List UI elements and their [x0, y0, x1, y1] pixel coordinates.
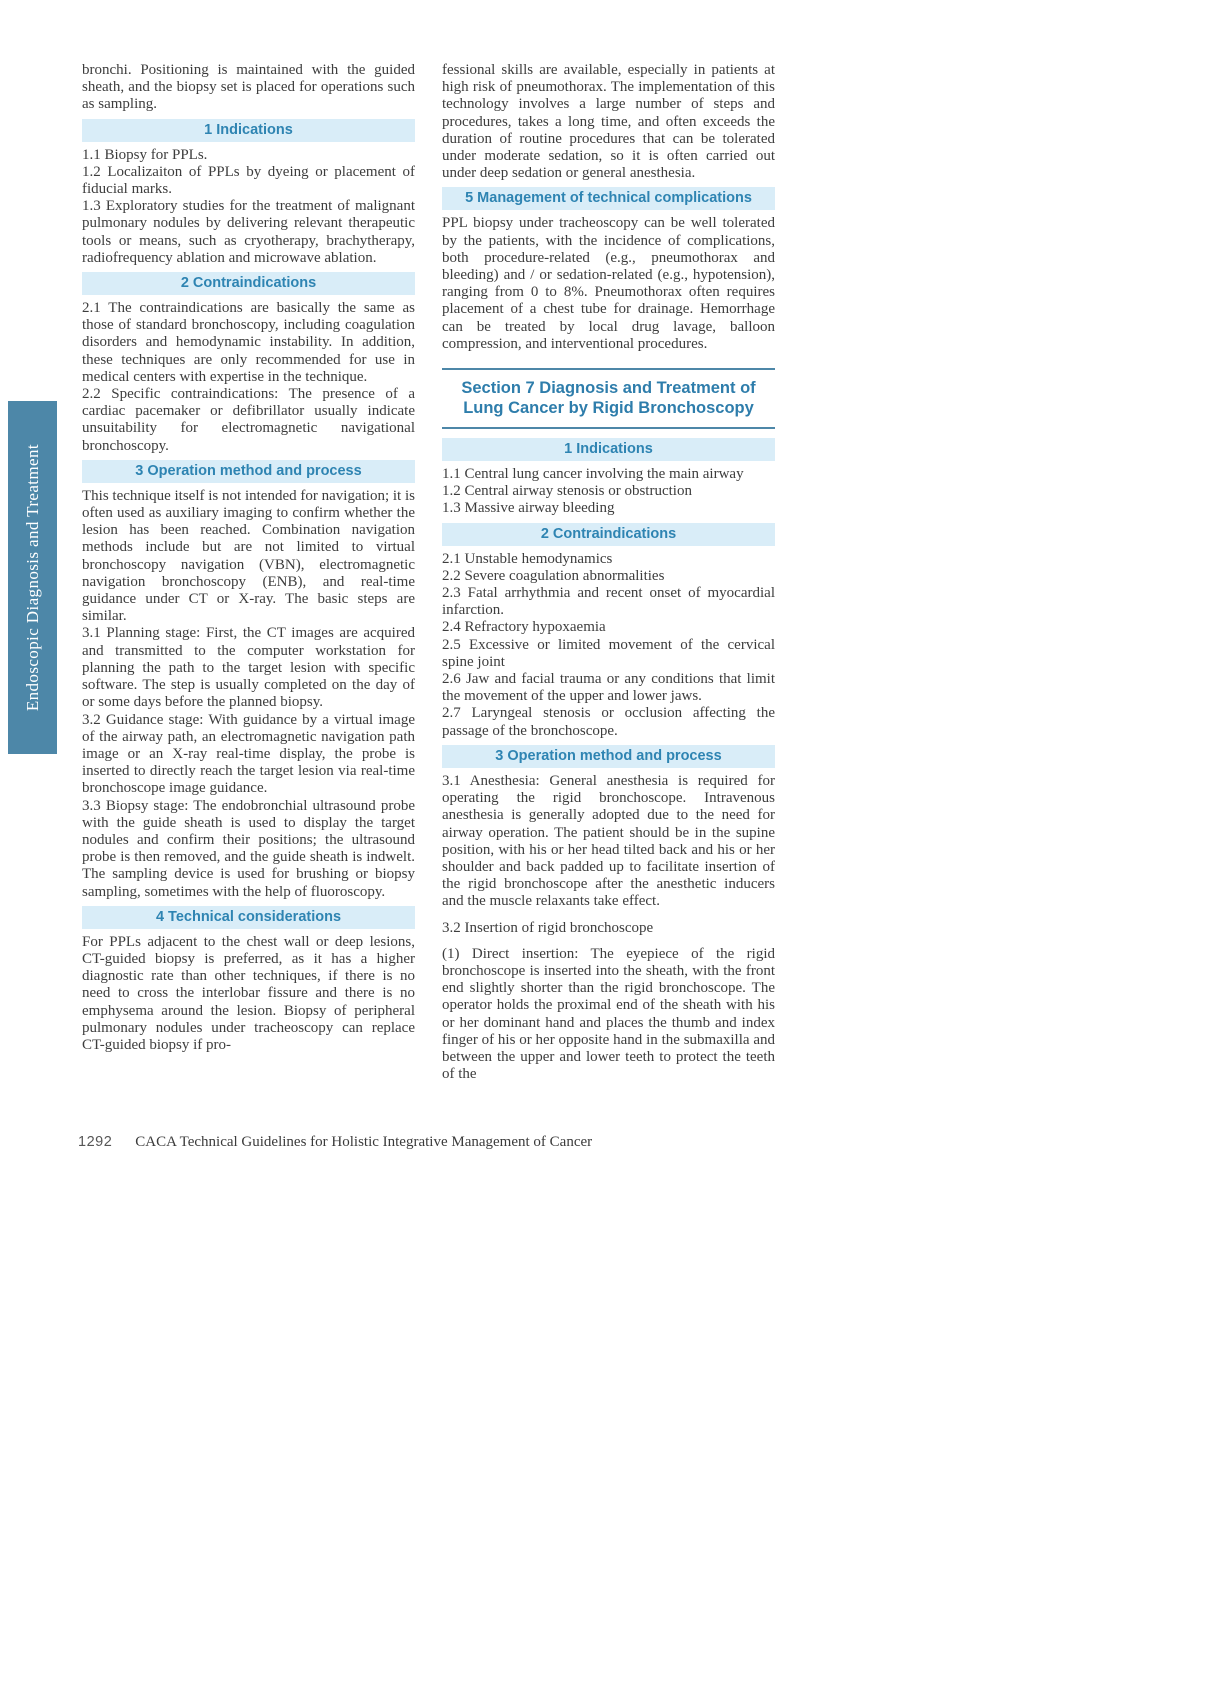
paragraph: 1.2 Localizaiton of PPLs by dyeing or placement of fiducial marks. [82, 163, 415, 198]
left-column [82, 62, 415, 1054]
paragraph: 3.1 Planning stage: First, the CT images are acquired and transmitted to the computer workstation for planning the path to the target lesion with specific software. The step is usually completed on the day of or some days before the planned biopsy. [82, 625, 415, 711]
section-heading-contraindications-2: 2 Contraindications [442, 523, 775, 546]
paragraph: 1.1 Biopsy for PPLs. [82, 146, 208, 163]
paragraph: 3.1 Anesthesia: General anesthesia is required for operating the rigid bronchoscope. Intravenous anesthesia is generally adopted due to the need for airway operation. The patient should be in the supine position, with his or her head tilted back and his or her shoulder and back padded up to facilitate insertion of the rigid bronchoscope after the anesthetic inducers and the muscle relaxants take effect. [442, 772, 775, 910]
paragraph: 2.2 Severe coagulation abnormalities [442, 567, 665, 584]
paragraph: 2.4 Refractory hypoxaemia [442, 619, 606, 636]
paragraph: For PPLs adjacent to the chest wall or deep lesions, CT-guided biopsy is preferred, as it has a higher diagnostic rate than other techniques, if there is no need to cross the interlobar fissure and there is no emphysema around the lesion. Biopsy of peripheral pulmonary nodules under tracheoscopy can replace CT-guided biopsy if pro- [82, 933, 415, 1053]
paragraph: 1.1 Central lung cancer involving the main airway [442, 466, 744, 483]
paragraph: 2.6 Jaw and facial trauma or any conditions that limit the movement of the upper and lower jaws. [442, 671, 775, 705]
section-heading-operation-2: 3 Operation method and process [442, 745, 775, 768]
paragraph: PPL biopsy under tracheoscopy can be well tolerated by the patients, with the incidence of complications, both procedure-related (e.g., pneumothorax and bleeding) and / or sedation-related (e.g., hypotension), ranging from 0 to 8%. Pneumothorax often requires placement of a chest tube for drainage. Hemorrhage can be treated by local drug lavage, balloon compression, and interventional procedures. [442, 215, 775, 352]
paragraph: 2.7 Laryngeal stenosis or occlusion affecting the passage of the bronchoscope. [442, 705, 775, 739]
section-heading-technical: 4 Technical considerations [82, 906, 415, 929]
section-heading-indications: 1 Indications [82, 119, 415, 142]
paragraph: 2.2 Specific contraindications: The presence of a cardiac pacemaker or defibrillator usually indicate unsuitability for electromagnetic navigational bronchoscopy. [82, 386, 415, 454]
paragraph: 2.1 The contraindications are basically the same as those of standard bronchoscopy, including coagulation disorders and hemodynamic instability. In addition, these techniques are only recommended for use in medical centers with expertise in the technique. [82, 300, 415, 385]
paragraph: This technique itself is not intended for navigation; it is often used as auxiliary imaging to confirm whether the lesion has been reached. Combination navigation methods include but are not limited to virtual bronchoscopy navigation (VBN), electromagnetic navigation bronchoscopy (ENB), and real-time guidance under CT or X-ray. The basic steps are similar. [82, 487, 415, 625]
section-title: Section 7 Diagnosis and Treatment of Lung Cancer by Rigid Bronchoscopy [461, 379, 756, 418]
paragraph: fessional skills are available, especially in patients at high risk of pneumothorax. The implementation of this technology involves a large number of steps and procedures, takes a long time, and often exceeds the duration of routine procedures that can be tolerated under moderate sedation, so it is often carried out under deep sedation or general anesthesia. [442, 62, 775, 182]
paragraph: 1.3 Massive airway bleeding [442, 500, 615, 517]
paragraph: 2.1 Unstable hemodynamics [442, 550, 613, 567]
paragraph: bronchi. Positioning is maintained with the guided sheath, and the biopsy set is placed for operations such as sampling. [82, 62, 415, 113]
paragraph: 3.2 Insertion of rigid bronchoscope [442, 919, 654, 936]
paragraph: 1.2 Central airway stenosis or obstruction [442, 483, 692, 500]
paragraph: 3.2 Guidance stage: With guidance by a virtual image of the airway path, an electromagnetic navigation path image or an X-ray real-time display, the probe is inserted to directly reach the target lesion via real-time bronchoscope image guidance. [82, 711, 415, 797]
section-heading-complications: 5 Management of technical complications [442, 187, 775, 210]
paragraph: 3.3 Biopsy stage: The endobronchial ultrasound probe with the guide sheath is used to display the target nodules and confirm their positions; the ultrasound probe is then removed, and the guide sheath is indwelt. The sampling device is used for brushing or biopsy sampling, sometimes with the help of fluoroscopy. [82, 797, 415, 900]
section-heading-operation: 3 Operation method and process [82, 460, 415, 483]
paragraph: 1.3 Exploratory studies for the treatment of malignant pulmonary nodules by delivering relevant therapeutic tools or means, such as cryotherapy, brachytherapy, radiofrequency ablation and microwave ablation. [82, 198, 415, 266]
chapter-tab [8, 401, 57, 754]
paragraph: 2.3 Fatal arrhythmia and recent onset of myocardial infarction. [442, 585, 775, 619]
section-title-block [442, 368, 775, 429]
paragraph: 2.5 Excessive or limited movement of the cervical spine joint [442, 636, 775, 670]
footer [78, 1134, 592, 1151]
section-heading-contraindications: 2 Contraindications [82, 272, 415, 295]
divider-rule-bottom [442, 427, 775, 429]
section-heading-indications-2: 1 Indications [442, 438, 775, 461]
page-number: 1292 [78, 1134, 113, 1150]
footer-title: CACA Technical Guidelines for Holistic Integrative Management of Cancer [135, 1134, 593, 1150]
right-column [442, 62, 775, 1083]
chapter-tab-label: Endoscopic Diagnosis and Treatment [22, 443, 42, 712]
paragraph: (1) Direct insertion: The eyepiece of the rigid bronchoscope is inserted into the sheath, with the front end slightly shorter than the rigid bronchoscope. The operator holds the proximal end of the sheath with his or her dominant hand and places the thumb and index finger of his or her opposite hand in the submaxilla and between the upper and lower teeth to protect the teeth of the [442, 945, 775, 1083]
